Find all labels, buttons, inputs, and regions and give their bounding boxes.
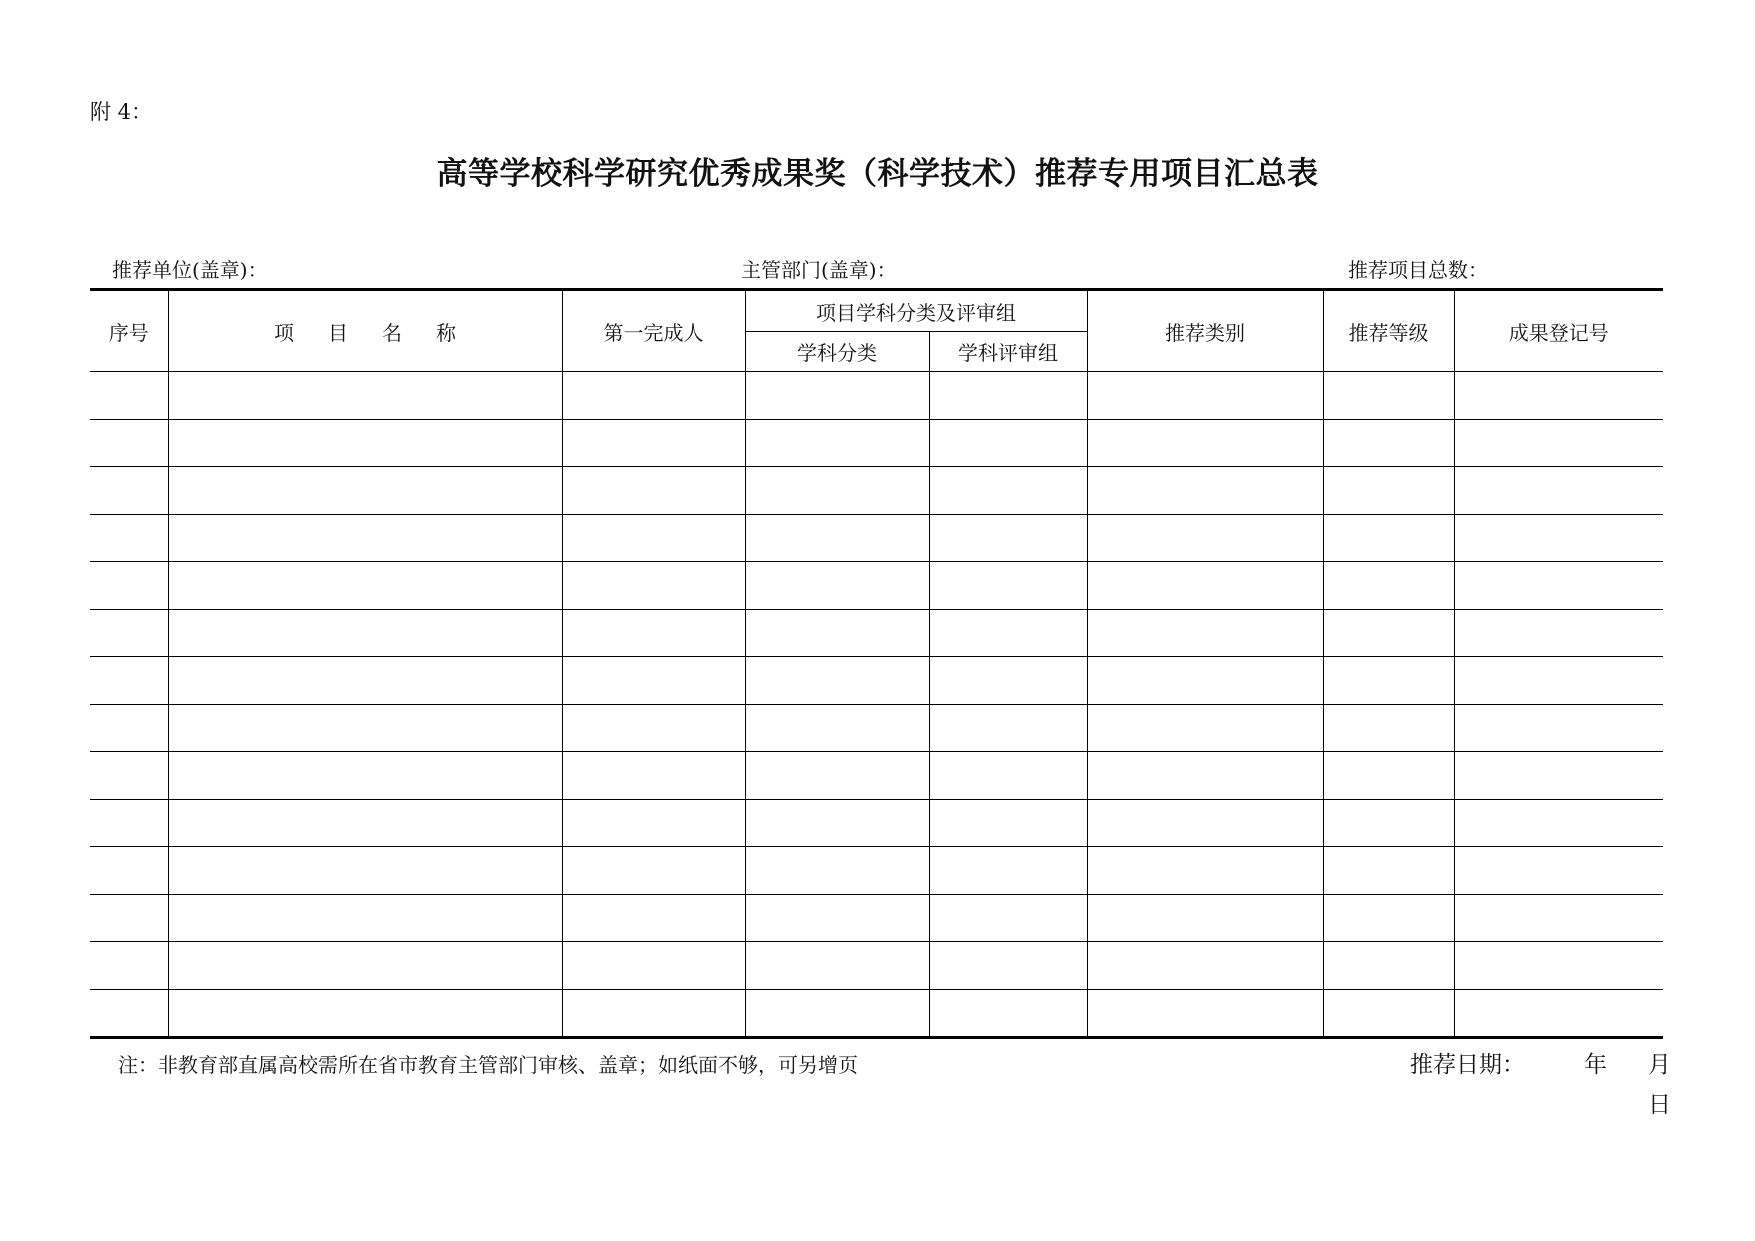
- table-cell[interactable]: [562, 704, 745, 752]
- date-month-label: 月: [1648, 1052, 1671, 1078]
- table-body: [90, 372, 1663, 1038]
- table-cell[interactable]: [1087, 657, 1323, 705]
- table-cell[interactable]: [929, 704, 1087, 752]
- table-cell[interactable]: [1323, 609, 1454, 657]
- table-cell[interactable]: [745, 467, 929, 515]
- recommending-unit-label: 推荐单位(盖章)：: [112, 258, 268, 282]
- table-cell[interactable]: [1454, 894, 1663, 942]
- table-cell[interactable]: [1323, 799, 1454, 847]
- table-cell[interactable]: [168, 989, 562, 1038]
- table-cell[interactable]: [90, 847, 168, 895]
- table-cell[interactable]: [745, 989, 929, 1038]
- table-cell[interactable]: [1323, 704, 1454, 752]
- table-cell[interactable]: [562, 562, 745, 610]
- table-row: [90, 942, 1663, 990]
- table-row: [90, 894, 1663, 942]
- table-cell[interactable]: [745, 704, 929, 752]
- table-cell[interactable]: [562, 989, 745, 1038]
- table-cell[interactable]: [168, 419, 562, 467]
- table-row: [90, 419, 1663, 467]
- table-cell[interactable]: [929, 419, 1087, 467]
- table-cell[interactable]: [745, 657, 929, 705]
- table-cell[interactable]: [745, 562, 929, 610]
- table-cell[interactable]: [1087, 467, 1323, 515]
- table-cell[interactable]: [1454, 752, 1663, 800]
- table-cell[interactable]: [1323, 894, 1454, 942]
- table-cell[interactable]: [929, 894, 1087, 942]
- table-cell[interactable]: [1087, 752, 1323, 800]
- table-row: [90, 514, 1663, 562]
- table-cell[interactable]: [1454, 989, 1663, 1038]
- table-cell[interactable]: [1323, 847, 1454, 895]
- table-cell[interactable]: [1087, 847, 1323, 895]
- header-serial: 序号: [90, 290, 168, 372]
- table-cell[interactable]: [168, 847, 562, 895]
- table-cell[interactable]: [168, 752, 562, 800]
- table-cell[interactable]: [168, 562, 562, 610]
- table-cell[interactable]: [1454, 562, 1663, 610]
- attachment-label: 附 4：: [90, 100, 153, 124]
- table-cell[interactable]: [1087, 609, 1323, 657]
- table-cell[interactable]: [1454, 609, 1663, 657]
- table-cell[interactable]: [562, 752, 745, 800]
- table-cell[interactable]: [90, 989, 168, 1038]
- table-cell[interactable]: [90, 372, 168, 420]
- table-cell[interactable]: [1323, 419, 1454, 467]
- table-cell[interactable]: [90, 894, 168, 942]
- table-cell[interactable]: [90, 657, 168, 705]
- table-cell[interactable]: [1454, 467, 1663, 515]
- table-cell[interactable]: [562, 657, 745, 705]
- table-cell[interactable]: [1087, 894, 1323, 942]
- table-row: [90, 704, 1663, 752]
- table-cell[interactable]: [1087, 562, 1323, 610]
- table-cell[interactable]: [929, 657, 1087, 705]
- table-cell[interactable]: [929, 799, 1087, 847]
- header-project-name-text: 项目名称: [274, 320, 490, 345]
- table-cell[interactable]: [1323, 989, 1454, 1038]
- table-row: [90, 752, 1663, 800]
- table-cell[interactable]: [168, 657, 562, 705]
- table-cell[interactable]: [929, 562, 1087, 610]
- table-cell[interactable]: [1454, 704, 1663, 752]
- table-cell[interactable]: [1323, 467, 1454, 515]
- table-cell[interactable]: [745, 609, 929, 657]
- header-review-group: 学科评审组: [929, 332, 1087, 372]
- table-cell[interactable]: [929, 514, 1087, 562]
- table-cell[interactable]: [929, 372, 1087, 420]
- table-cell[interactable]: [1454, 799, 1663, 847]
- table-cell[interactable]: [90, 942, 168, 990]
- table-cell[interactable]: [1087, 942, 1323, 990]
- table-cell[interactable]: [562, 514, 745, 562]
- table-row: [90, 467, 1663, 515]
- table-cell[interactable]: [562, 799, 745, 847]
- table-cell[interactable]: [168, 372, 562, 420]
- table-cell[interactable]: [90, 419, 168, 467]
- table-cell[interactable]: [168, 467, 562, 515]
- header-discipline-category: 学科分类: [745, 332, 929, 372]
- table-cell[interactable]: [168, 799, 562, 847]
- table-cell[interactable]: [1087, 514, 1323, 562]
- table-cell[interactable]: [929, 467, 1087, 515]
- table-cell[interactable]: [562, 609, 745, 657]
- table-cell[interactable]: [1454, 372, 1663, 420]
- table-cell[interactable]: [90, 609, 168, 657]
- table-cell[interactable]: [929, 847, 1087, 895]
- table-cell[interactable]: [1323, 752, 1454, 800]
- table-cell[interactable]: [1087, 704, 1323, 752]
- total-projects-label: 推荐项目总数：: [1348, 258, 1488, 282]
- table-cell[interactable]: [168, 894, 562, 942]
- table-row: [90, 609, 1663, 657]
- table-cell[interactable]: [745, 514, 929, 562]
- table-cell[interactable]: [90, 752, 168, 800]
- table-row: [90, 657, 1663, 705]
- table-cell[interactable]: [562, 372, 745, 420]
- table-row: [90, 562, 1663, 610]
- table-row: [90, 799, 1663, 847]
- header-first-contributor: 第一完成人: [562, 290, 745, 372]
- table-cell[interactable]: [1323, 562, 1454, 610]
- table-cell[interactable]: [562, 894, 745, 942]
- table-cell[interactable]: [929, 752, 1087, 800]
- table-cell[interactable]: [745, 752, 929, 800]
- header-recommendation-type: 推荐类别: [1087, 290, 1323, 372]
- table-cell[interactable]: [1087, 372, 1323, 420]
- table-cell[interactable]: [90, 562, 168, 610]
- table-cell[interactable]: [745, 419, 929, 467]
- form-title: 高等学校科学研究优秀成果奖（科学技术）推荐专用项目汇总表: [436, 156, 1319, 192]
- table-cell[interactable]: [562, 419, 745, 467]
- table-row: [90, 372, 1663, 420]
- supervising-department-label: 主管部门(盖章)：: [741, 258, 897, 282]
- table-cell[interactable]: [929, 989, 1087, 1038]
- date-year-label: 年: [1584, 1052, 1607, 1078]
- table-cell[interactable]: [929, 609, 1087, 657]
- table-cell[interactable]: [745, 942, 929, 990]
- table-cell[interactable]: [90, 799, 168, 847]
- table-cell[interactable]: [929, 942, 1087, 990]
- table-cell[interactable]: [168, 609, 562, 657]
- table-cell[interactable]: [1323, 657, 1454, 705]
- table-cell[interactable]: [745, 372, 929, 420]
- table-cell[interactable]: [1323, 942, 1454, 990]
- table-cell[interactable]: [562, 847, 745, 895]
- table-cell[interactable]: [562, 467, 745, 515]
- table-cell[interactable]: [90, 704, 168, 752]
- table-cell[interactable]: [745, 799, 929, 847]
- header-recommendation-grade: 推荐等级: [1323, 290, 1454, 372]
- table-row: [90, 989, 1663, 1038]
- table-cell[interactable]: [168, 514, 562, 562]
- header-project-name: [168, 290, 562, 372]
- table-cell[interactable]: [1087, 989, 1323, 1038]
- table-cell[interactable]: [1454, 657, 1663, 705]
- summary-table: [90, 288, 1663, 1039]
- table-cell[interactable]: [1454, 514, 1663, 562]
- table-row: [90, 847, 1663, 895]
- table-cell[interactable]: [168, 704, 562, 752]
- table-cell[interactable]: [90, 467, 168, 515]
- date-label: 推荐日期：: [1410, 1052, 1525, 1078]
- date-day-label: 日: [1648, 1092, 1671, 1118]
- table-cell[interactable]: [1454, 419, 1663, 467]
- table-cell[interactable]: [1087, 799, 1323, 847]
- table-cell[interactable]: [1454, 847, 1663, 895]
- table-cell[interactable]: [1323, 372, 1454, 420]
- header-discipline-group: 项目学科分类及评审组: [745, 290, 1087, 332]
- table-cell[interactable]: [168, 942, 562, 990]
- table-cell[interactable]: [745, 894, 929, 942]
- header-achievement-reg-no: 成果登记号: [1454, 290, 1663, 372]
- table-cell[interactable]: [562, 942, 745, 990]
- table-cell[interactable]: [745, 847, 929, 895]
- table-cell[interactable]: [1087, 419, 1323, 467]
- table-cell[interactable]: [1323, 514, 1454, 562]
- table-cell[interactable]: [1454, 942, 1663, 990]
- footer-note: 注：非教育部直属高校需所在省市教育主管部门审核、盖章；如纸面不够，可另增页: [118, 1053, 858, 1077]
- table-cell[interactable]: [90, 514, 168, 562]
